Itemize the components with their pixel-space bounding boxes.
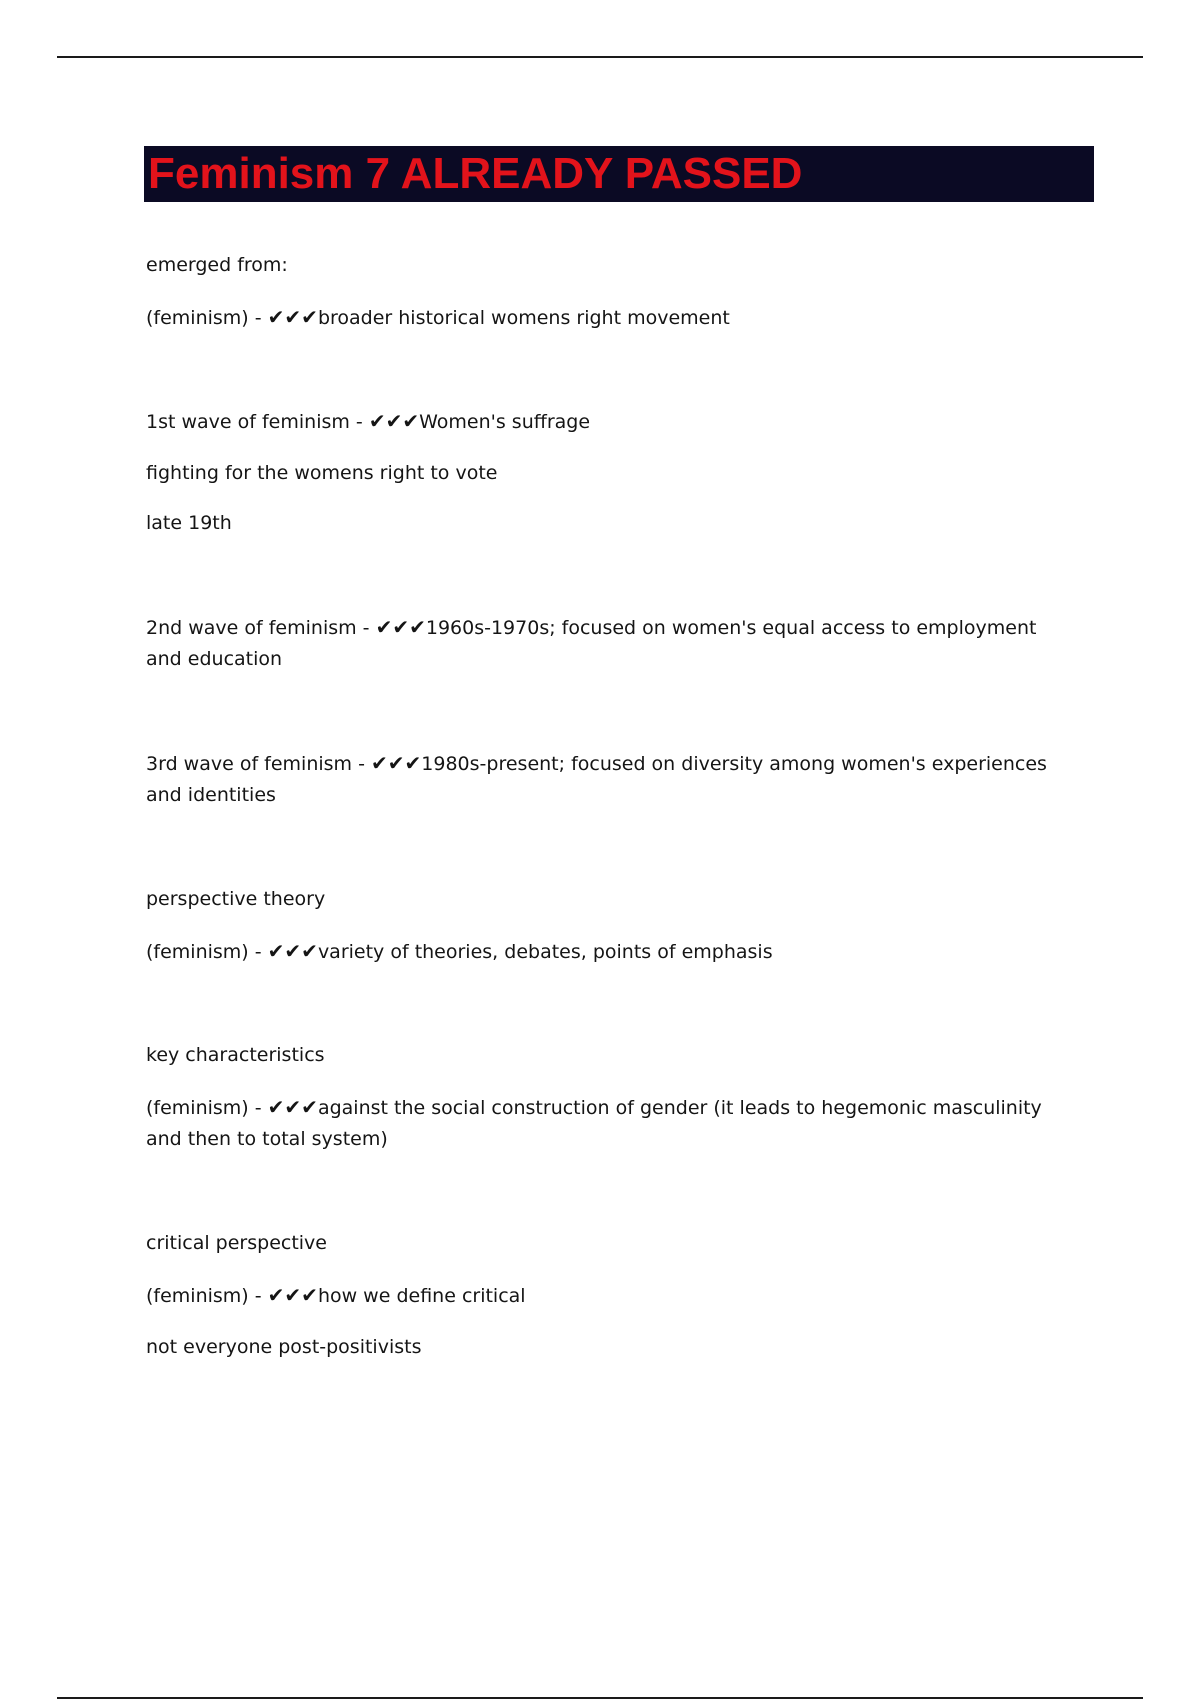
- question-text: perspective theory: [146, 888, 326, 910]
- question-text: key characteristics: [146, 1044, 325, 1066]
- note-text: late 19th: [146, 512, 232, 534]
- answer-line: [146, 748, 1066, 811]
- answer-line: [146, 406, 590, 438]
- answer-line: [146, 302, 730, 334]
- note-text: fighting for the womens right to vote: [146, 462, 498, 484]
- answer-text: 1980s-present; focused on diversity among women's experiences and identities: [146, 753, 1047, 806]
- header-rule: [57, 56, 1143, 58]
- answer-line: [146, 1280, 526, 1312]
- checkmark-icon: ✔✔✔: [368, 409, 420, 433]
- answer-text: broader historical womens right movement: [317, 307, 730, 329]
- term-prefix: 2nd wave of feminism -: [146, 617, 376, 639]
- answer-text: Women's suffrage: [419, 411, 591, 433]
- note-line: [146, 458, 497, 489]
- answer-line: [146, 612, 1066, 675]
- note-line: [146, 508, 232, 539]
- answer-line: [146, 1092, 1066, 1155]
- question-line: [146, 1040, 325, 1071]
- footer-rule: [57, 1697, 1143, 1699]
- question-line: [146, 250, 288, 281]
- checkmark-icon: ✔✔✔: [267, 1283, 318, 1307]
- term-prefix: 3rd wave of feminism -: [146, 753, 372, 775]
- title-banner: [144, 146, 1094, 202]
- checkmark-icon: ✔✔✔: [267, 1095, 318, 1119]
- note-text: not everyone post-positivists: [146, 1336, 422, 1358]
- term-prefix: (feminism) -: [146, 941, 268, 963]
- checkmark-icon: ✔✔✔: [267, 305, 318, 329]
- answer-text: variety of theories, debates, points of emphasis: [317, 941, 773, 963]
- note-line: [146, 1332, 421, 1363]
- checkmark-icon: ✔✔✔: [267, 939, 318, 963]
- question-text: critical perspective: [146, 1232, 327, 1254]
- checkmark-icon: ✔✔✔: [371, 751, 422, 775]
- term-prefix: 1st wave of feminism -: [146, 411, 369, 433]
- question-text: emerged from:: [146, 254, 288, 276]
- term-prefix: (feminism) -: [146, 1285, 268, 1307]
- question-line: [146, 1228, 327, 1259]
- checkmark-icon: ✔✔✔: [375, 615, 426, 639]
- term-prefix: (feminism) -: [146, 1097, 268, 1119]
- answer-text: 1960s-1970s; focused on women's equal access to employment and education: [146, 617, 1037, 670]
- question-line: [146, 884, 325, 915]
- term-prefix: (feminism) -: [146, 307, 268, 329]
- document-title: Feminism 7 ALREADY PASSED: [148, 149, 803, 198]
- answer-text: against the social construction of gender (it leads to hegemonic masculinity and then to total system): [146, 1097, 1042, 1150]
- answer-line: [146, 936, 773, 968]
- answer-text: how we define critical: [317, 1285, 526, 1307]
